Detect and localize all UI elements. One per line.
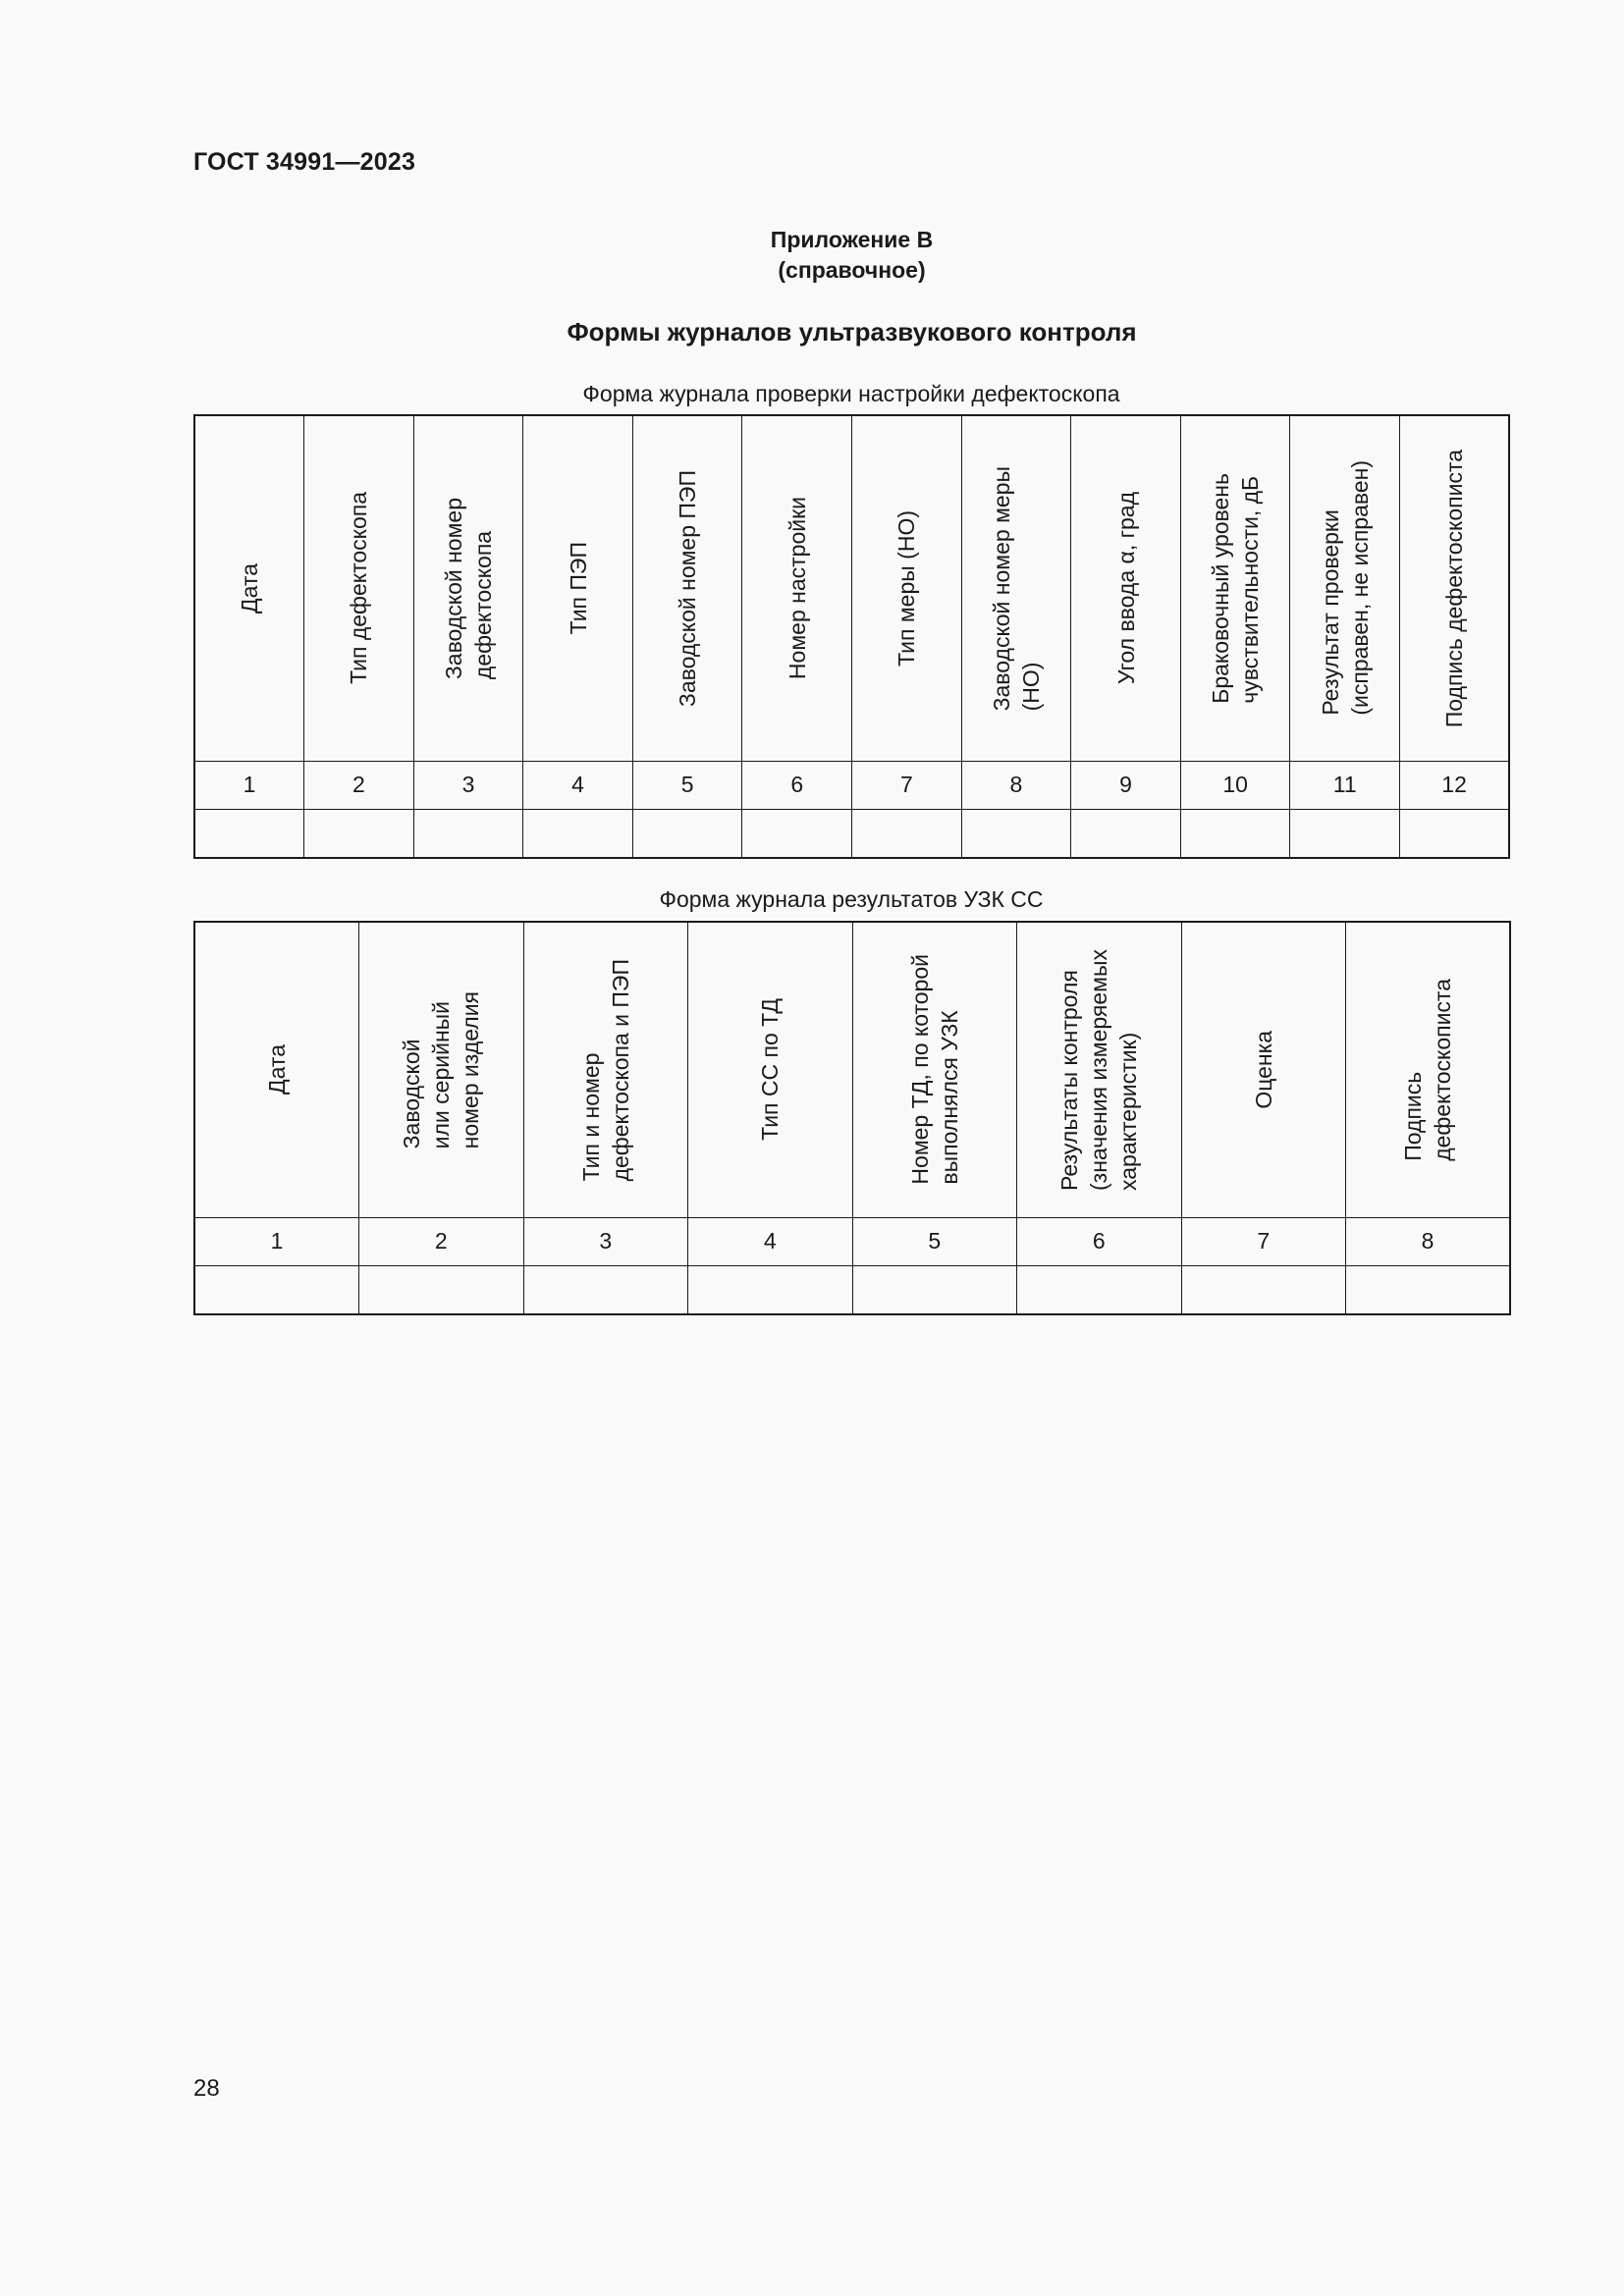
- empty-cell: [1346, 1265, 1511, 1314]
- column-number: 8: [1346, 1217, 1511, 1265]
- empty-cell: [194, 1265, 359, 1314]
- table2-header-detector-and-probe: Тип и номер дефектоскопа и ПЭП: [577, 958, 633, 1181]
- table2-header-cell: [1017, 922, 1182, 1217]
- table2-header-cell: [852, 922, 1017, 1217]
- column-number: 4: [523, 761, 633, 809]
- column-number: 3: [523, 1217, 688, 1265]
- empty-cell: [523, 1265, 688, 1314]
- column-number: 7: [1181, 1217, 1346, 1265]
- table1-header-cell: [413, 415, 523, 761]
- column-number: 6: [742, 761, 852, 809]
- table1-header-cell: [852, 415, 962, 761]
- table2-empty-row: [194, 1265, 1510, 1314]
- table1-header-setup-number: Номер настройки: [784, 497, 810, 680]
- table1-header-date: Дата: [237, 562, 263, 614]
- empty-cell: [852, 809, 962, 858]
- table1-header-cell: [1180, 415, 1290, 761]
- table1-header-cell: [1290, 415, 1400, 761]
- column-number: 1: [194, 1217, 359, 1265]
- table1-header-block-serial: Заводской номер меры (НО): [988, 465, 1044, 711]
- section-title: Формы журналов ультразвукового контроля: [567, 317, 1137, 347]
- table2-header-cell: [1181, 922, 1346, 1217]
- table1-header-probe-type: Тип ПЭП: [565, 542, 591, 635]
- table2-header-cell: [523, 922, 688, 1217]
- table2-header-cell: [194, 922, 359, 1217]
- table1-header-cell: [632, 415, 742, 761]
- table2-header-cell: [359, 922, 524, 1217]
- column-number: 5: [632, 761, 742, 809]
- column-number: 1: [194, 761, 304, 809]
- empty-cell: [304, 809, 414, 858]
- column-number: 2: [359, 1217, 524, 1265]
- table1-header-check-result: Результат проверки (исправен, не исправен): [1317, 460, 1373, 717]
- table1-header-flaw-detector-type: Тип дефектоскопа: [346, 492, 372, 685]
- empty-cell: [413, 809, 523, 858]
- empty-cell: [194, 809, 304, 858]
- ultrasonic-setup-check-log-table: [193, 414, 1510, 859]
- column-number: 3: [413, 761, 523, 809]
- table1-header-flaw-detector-serial: Заводской номер дефектоскопа: [440, 497, 496, 679]
- table2-header-signature: Подпись дефектоскописта: [1400, 978, 1455, 1161]
- empty-cell: [1400, 809, 1510, 858]
- appendix-title: Приложение В: [770, 227, 934, 252]
- table1-header-block-type: Тип меры (НО): [893, 509, 920, 667]
- table1-header-row: [194, 415, 1509, 761]
- table1-number-row: [194, 761, 1509, 809]
- empty-cell: [1071, 809, 1181, 858]
- empty-cell: [1180, 809, 1290, 858]
- table2-number-row: [194, 1217, 1510, 1265]
- document-code: ГОСТ 34991—2023: [193, 148, 416, 176]
- table2-header-inspection-results: Результаты контроля (значения измеряемых характеристик): [1056, 948, 1142, 1191]
- table2-header-cell: [1346, 922, 1511, 1217]
- table1-caption: Форма журнала проверки настройки дефектоскопа: [582, 381, 1120, 406]
- column-number: 12: [1400, 761, 1510, 809]
- table2-header-cell: [688, 922, 853, 1217]
- column-number: 2: [304, 761, 414, 809]
- table1-header-rejection-level: Браковочный уровень чувствительности, дБ: [1208, 472, 1264, 704]
- table1-header-cell: [961, 415, 1071, 761]
- table1-header-cell: [1400, 415, 1510, 761]
- empty-cell: [523, 809, 633, 858]
- table2-header-date: Дата: [264, 1044, 290, 1095]
- column-number: 7: [852, 761, 962, 809]
- table1-header-cell: [1071, 415, 1181, 761]
- table1-header-probe-serial: Заводской номер ПЭП: [675, 469, 701, 707]
- empty-cell: [1290, 809, 1400, 858]
- table1-header-signature: Подпись дефектоскописта: [1441, 449, 1468, 727]
- table2-caption: Форма журнала результатов УЗК СС: [659, 886, 1044, 912]
- column-number: 8: [961, 761, 1071, 809]
- table1-empty-row: [194, 809, 1509, 858]
- column-number: 5: [852, 1217, 1017, 1265]
- column-number: 6: [1017, 1217, 1182, 1265]
- appendix-kind: (справочное): [778, 257, 926, 283]
- table2-header-weld-type: Тип СС по ТД: [757, 998, 784, 1142]
- table2-header-td-number: Номер ТД, по которой выполнялся УЗК: [906, 954, 962, 1186]
- table1-header-cell: [304, 415, 414, 761]
- column-number: 11: [1290, 761, 1400, 809]
- empty-cell: [742, 809, 852, 858]
- empty-cell: [961, 809, 1071, 858]
- column-number: 10: [1180, 761, 1290, 809]
- table1-header-cell: [523, 415, 633, 761]
- column-number: 4: [688, 1217, 853, 1265]
- page-number: 28: [193, 2075, 220, 2102]
- ultrasonic-weld-results-log-table: [193, 921, 1511, 1315]
- empty-cell: [688, 1265, 853, 1314]
- table1-header-input-angle: Угол ввода α, град: [1112, 492, 1139, 685]
- column-number: 9: [1071, 761, 1181, 809]
- empty-cell: [632, 809, 742, 858]
- table2-header-product-serial: Заводской или серийный номер изделия: [399, 990, 484, 1148]
- table2-header-assessment: Оценка: [1250, 1030, 1276, 1109]
- table1-header-cell: [742, 415, 852, 761]
- table2-header-row: [194, 922, 1510, 1217]
- table1-header-cell: [194, 415, 304, 761]
- empty-cell: [852, 1265, 1017, 1314]
- empty-cell: [1017, 1265, 1182, 1314]
- empty-cell: [1181, 1265, 1346, 1314]
- empty-cell: [359, 1265, 524, 1314]
